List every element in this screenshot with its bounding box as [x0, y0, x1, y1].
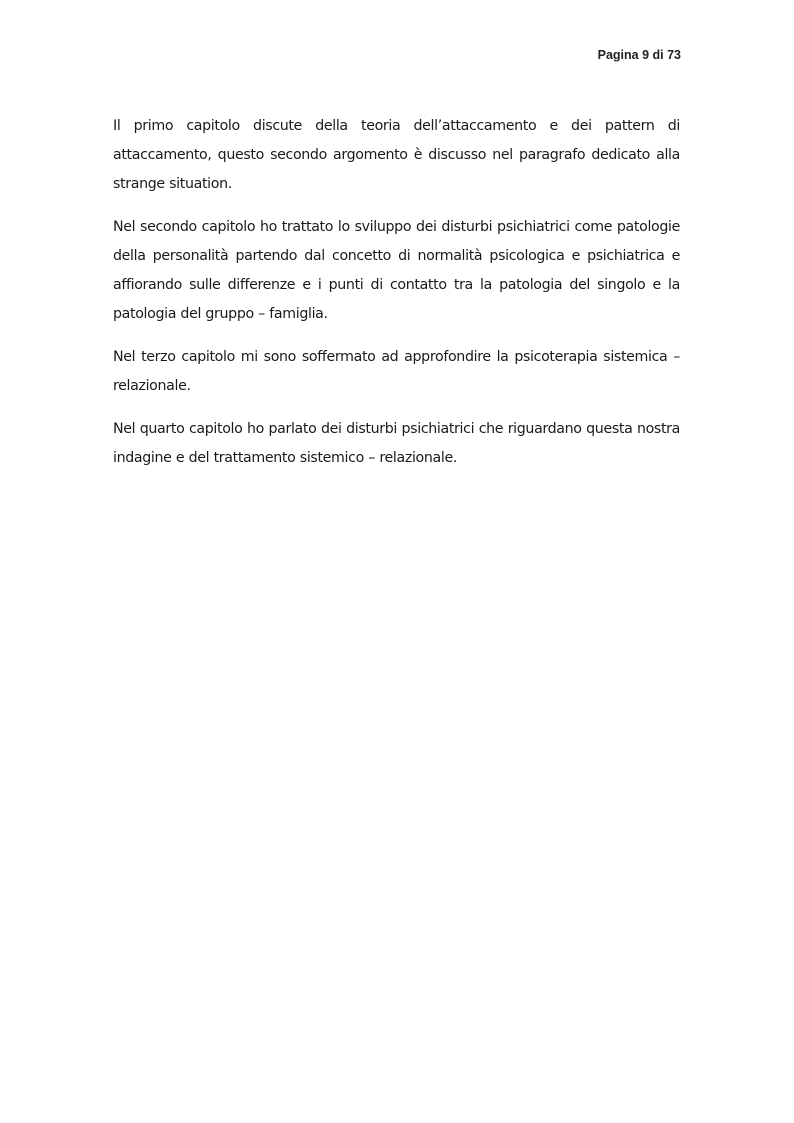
page-number: Pagina 9 di 73 [597, 48, 681, 62]
paragraph-3: Nel terzo capitolo mi sono soffermato ad approfondire la psicoterapia sistemica – relazionale. [113, 349, 680, 394]
paragraph-4: Nel quarto capitolo ho parlato dei disturbi psichiatrici che riguardano questa nostra indagine e del trattamento sistemico – relazionale. [113, 421, 680, 466]
body-text [113, 112, 680, 487]
paragraph-2: Nel secondo capitolo ho trattato lo sviluppo dei disturbi psichiatrici come patologie della personalità partendo dal concetto di normalità psicologica e psichiatrica e affiorando sulle differenze e i punti di contatto tra la patologia del singolo e la patologia del gruppo – famiglia. [113, 219, 680, 322]
paragraph-1: Il primo capitolo discute della teoria dell’attaccamento e dei pattern di attaccamento, questo secondo argomento è discusso nel paragrafo dedicato alla strange situation. [113, 118, 680, 192]
